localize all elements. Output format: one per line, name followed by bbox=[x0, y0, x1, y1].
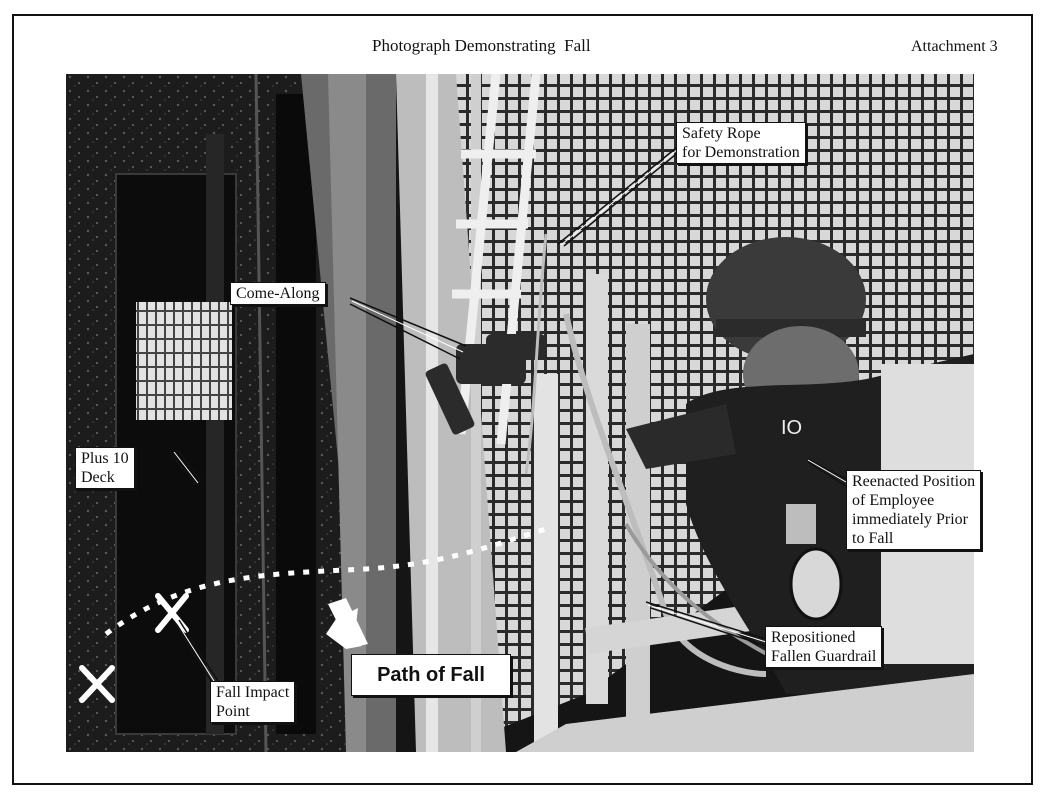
attachment-label: Attachment 3 bbox=[911, 38, 998, 55]
svg-text:IO: IO bbox=[781, 417, 803, 439]
path-of-fall-label: Path of Fall bbox=[351, 654, 511, 696]
come-along-callout: Come-Along bbox=[230, 282, 326, 305]
safety-rope-callout: Safety Rope for Demonstration bbox=[676, 122, 806, 164]
reenacted-position-callout: Reenacted Position of Employee immediately Prior to Fall bbox=[846, 470, 981, 550]
plus-10-deck-callout: Plus 10 Deck bbox=[75, 447, 135, 489]
repositioned-guardrail-callout: Repositioned Fallen Guardrail bbox=[765, 626, 882, 668]
fall-impact-point-callout: Fall Impact Point bbox=[210, 681, 295, 723]
page-title: Photograph Demonstrating Fall bbox=[372, 36, 591, 55]
